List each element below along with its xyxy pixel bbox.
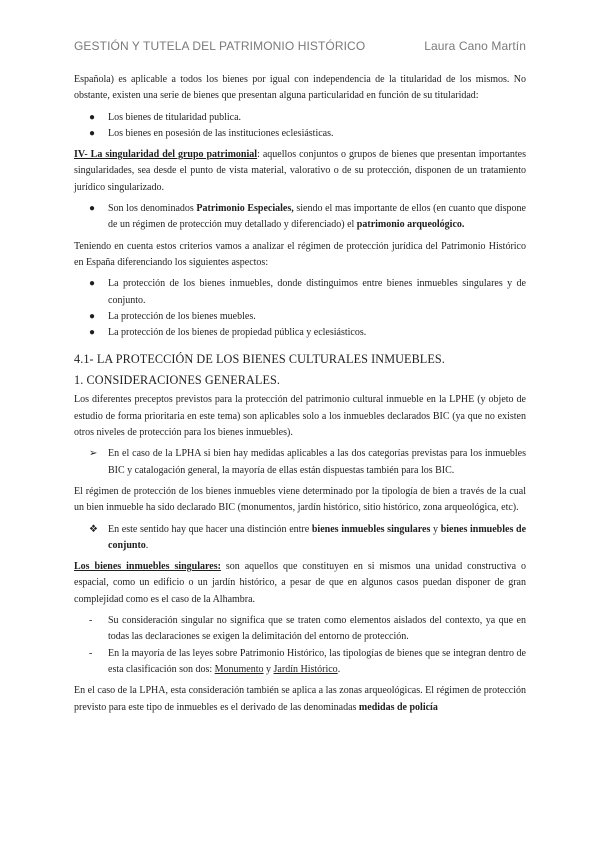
intro-paragraph: Española) es aplicable a todos los bienes por igual con independencia de la titularidad de los mismos. No obstante, existen una serie de bienes que presentan alguna particularidad en función de su titularidad: bbox=[74, 74, 526, 102]
singulares-title: Los bienes inmuebles singulares: bbox=[74, 561, 221, 573]
intro-bullet-list bbox=[74, 110, 526, 143]
arrow-bullet-icon: ➢ bbox=[89, 448, 98, 460]
dash-bullet-icon: - bbox=[89, 647, 93, 659]
singulares-text: son aquellos que constituyen en si mismos una unidad constructiva o espacial, como un edificio o un jardín histórico, a pesar de que en algunos casos puedan disponer de gran complejidad como es el caso de la Alhambra. bbox=[74, 561, 526, 605]
header-title: GESTIÓN Y TUTELA DEL PATRIMONIO HISTÓRICO bbox=[74, 39, 366, 53]
list-item-text: Su consideración singular no significa que se traten como elementos aislados del contexto, ya que en todas las declaraciones se exigen la delimitación del entorno de protección. bbox=[108, 615, 526, 643]
list-item bbox=[74, 126, 526, 142]
list-item bbox=[74, 201, 526, 234]
page-header bbox=[74, 39, 526, 53]
iv-bullet-bold1: Patrimonio Especiales, bbox=[196, 203, 294, 215]
dash-bullet-list bbox=[74, 613, 526, 678]
dash-item2-post: . bbox=[337, 663, 341, 675]
diamond-mid: y bbox=[430, 523, 441, 535]
dash-item2-u2: Jardín Histórico bbox=[273, 663, 338, 675]
diamond-bullet-icon: ❖ bbox=[89, 523, 98, 535]
iv-bullet-mid: siendo el mas importante de ellos (en cuanto que dispone de un régimen de protección muy detallado y diferenciado) el bbox=[108, 203, 526, 231]
dash-item2-u1: Monumento bbox=[214, 663, 264, 675]
iv-bullet-list bbox=[74, 201, 526, 234]
subsection-heading: 1. CONSIDERACIONES GENERALES. bbox=[74, 373, 281, 388]
dash-item2-pre: En la mayoría de las leyes sobre Patrimonio Histórico, las tipologías de bienes que se integran dentro de esta clasificación son dos: bbox=[108, 647, 526, 675]
bullet-dot-icon: ● bbox=[89, 310, 96, 322]
iv-text: : aquellos conjuntos o grupos de bienes que presentan importantes singularidades, sea desde el punto de vista material, valorativo o de su protección, disponen de un tratamiento jurídico singularizado. bbox=[74, 149, 526, 193]
diamond-bold1: bienes inmuebles singulares bbox=[311, 523, 431, 535]
list-item-text: En el caso de la LPHA si bien hay medidas aplicables a las dos categorías previstas para los inmuebles BIC y catalogación general, la mayoría de ellas están dispuestas también para los BIC. bbox=[108, 448, 526, 476]
header-author: Laura Cano Martín bbox=[424, 39, 526, 53]
list-item bbox=[74, 646, 526, 679]
criteria-paragraph: Teniendo en cuenta estos criterios vamos a analizar el régimen de protección jurídica del Patrimonio Histórico en España diferenciando los siguientes aspectos: bbox=[74, 240, 526, 268]
bullet-dot-icon: ● bbox=[89, 327, 96, 339]
iv-paragraph bbox=[74, 147, 526, 196]
iv-bullet-bold2: patrimonio arqueológico. bbox=[356, 219, 465, 231]
list-item bbox=[74, 522, 526, 555]
dash-item2-mid: y bbox=[263, 663, 274, 675]
diamond-bold2: bienes inmuebles de conjunto bbox=[108, 523, 527, 551]
iv-bullet-pre: Son los denominados bbox=[108, 203, 197, 215]
list-item bbox=[74, 446, 526, 479]
document-body bbox=[74, 72, 526, 721]
section-heading: 4.1- LA PROTECCIÓN DE LOS BIENES CULTURALES INMUEBLES. bbox=[74, 352, 445, 367]
list-item bbox=[74, 325, 526, 341]
list-item-text: Los bienes de titularidad publica. bbox=[108, 111, 242, 123]
arrow-bullet-list bbox=[74, 446, 526, 479]
singulares-paragraph bbox=[74, 559, 526, 608]
regime-paragraph: El régimen de protección de los bienes inmuebles viene determinado por la tipología de bien a través de la cual un bien inmueble ha sido declarado BIC (monumentos, jardín histórico, sitio histórico, zona arqueológica, etc). bbox=[74, 485, 526, 514]
final-text: En el caso de la LPHA, esta consideración también se aplica a las zonas arqueológicas. El régimen de protección previsto para este tipo de inmuebles es el derivado de las denominadas bbox=[74, 685, 526, 713]
iv-title: IV- La singularidad del grupo patrimonial bbox=[74, 149, 258, 161]
bullet-dot-icon: ● bbox=[89, 203, 96, 215]
list-item-text: La protección de los bienes de propiedad pública y eclesiásticos. bbox=[108, 327, 367, 339]
list-item bbox=[74, 309, 526, 325]
bullet-dot-icon: ● bbox=[89, 127, 96, 139]
bullet-dot-icon: ● bbox=[89, 111, 96, 123]
list-item bbox=[74, 276, 526, 309]
aspects-bullet-list bbox=[74, 276, 526, 341]
considerations-paragraph: Los diferentes preceptos previstos para la protección del patrimonio cultural inmueble en la LPHE (y objeto de estudio de forma prioritaria en este tema) son aplicables solo a los inmuebles declarados BIC (ya que no existen otros niveles de protección para los bienes inmuebles). bbox=[74, 394, 526, 439]
final-bold: medidas de policía bbox=[358, 701, 438, 713]
dash-bullet-icon: - bbox=[89, 615, 93, 627]
list-item-text: La protección de los bienes inmuebles, donde distinguimos entre bienes inmuebles singulares y de conjunto. bbox=[108, 278, 526, 306]
list-item bbox=[74, 613, 526, 646]
diamond-bullet-list bbox=[74, 522, 526, 555]
diamond-pre: En este sentido hay que hacer una distinción entre bbox=[108, 523, 312, 535]
list-item-text: La protección de los bienes muebles. bbox=[108, 310, 256, 322]
bullet-dot-icon: ● bbox=[89, 278, 96, 290]
final-paragraph bbox=[74, 683, 526, 716]
diamond-post: . bbox=[145, 539, 149, 551]
list-item-text: Los bienes en posesión de las instituciones eclesiásticas. bbox=[108, 127, 334, 139]
list-item bbox=[74, 110, 526, 126]
